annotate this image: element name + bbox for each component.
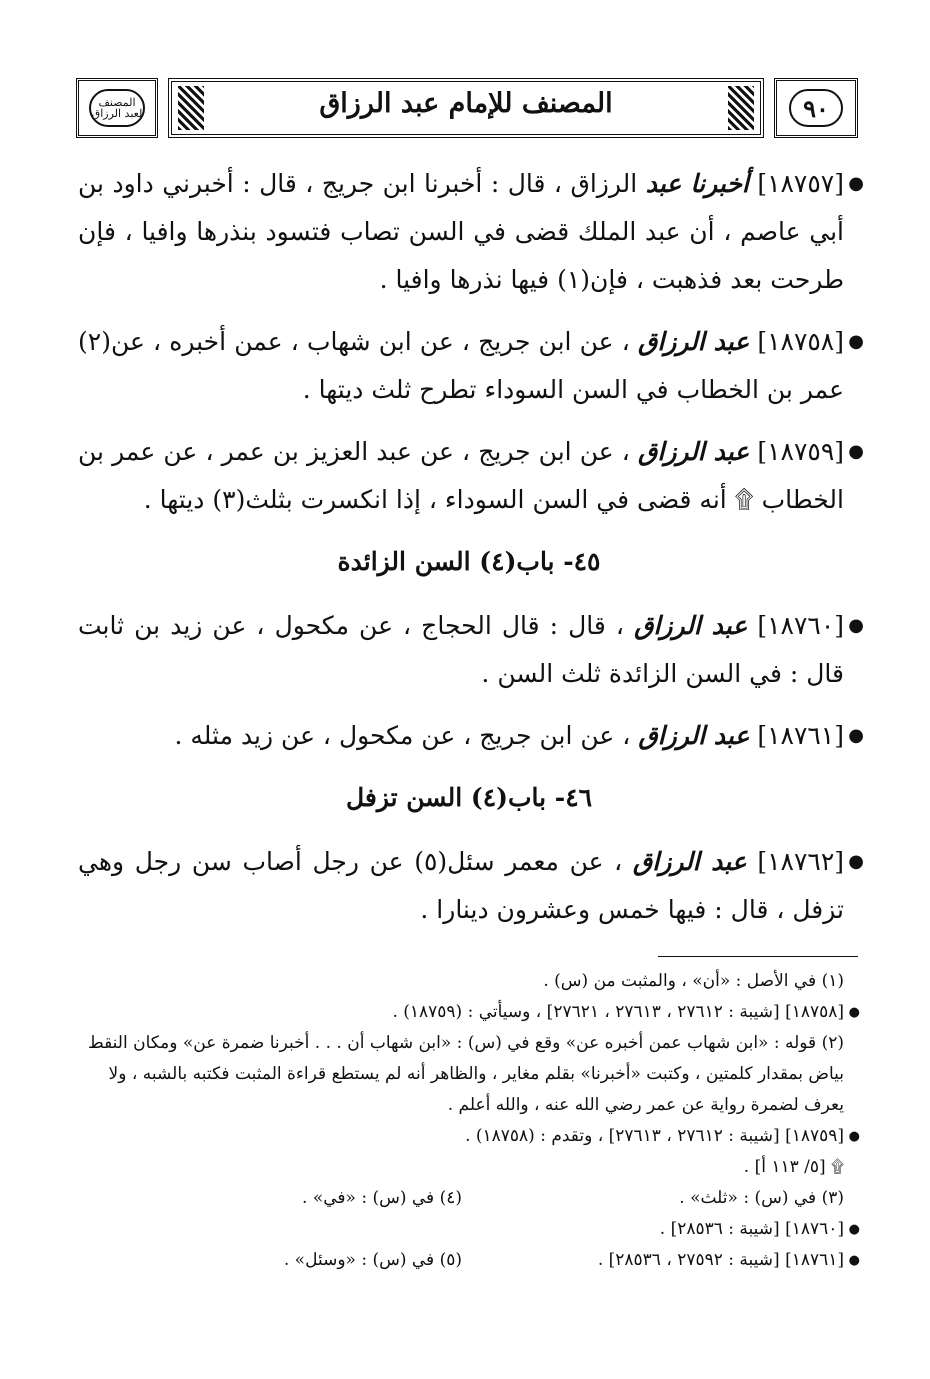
hadith-entry (78, 160, 864, 304)
entry-text: ، قال : قال الحجاج ، عن مكحول ، عن زيد بن ثابت قال : في السن الزائدة ثلث السن . (78, 611, 844, 688)
entry-number: [١٨٧٥٧] (757, 169, 844, 198)
footnote-reference (80, 1214, 858, 1245)
entry-number: [١٨٧٦١] (757, 721, 844, 750)
bullet-icon: ● (848, 1129, 860, 1144)
hadith-entry (78, 318, 864, 414)
footnote-reference (80, 1121, 858, 1152)
entry-text: ، عن ابن جريج ، عن ابن شهاب ، عمن أخبره ، عن(٢) عمر بن الخطاب في السن السوداء تطرح ثلث ديتها . (78, 327, 844, 404)
folio-note: ۩ [٥/ ١١٣ أ] . (743, 1157, 844, 1177)
footnote: (٣) في (س) : «ثلث» . (679, 1188, 844, 1208)
page-header (76, 78, 858, 140)
page-number-box (774, 78, 858, 138)
book-seal-logo: المصنف لعبد الرزاق (89, 89, 145, 127)
reference-text: [١٨٧٦٠] [شيبة : ٢٨٥٣٦] . (659, 1219, 844, 1239)
running-title: المصنف للإمام عبد الرزاق (319, 88, 613, 119)
entry-source: أخبرنا عبد (645, 169, 749, 198)
footnote: (١) في الأصل : «أن» ، والمثبت من (س) . (543, 971, 844, 991)
hadith-entry (78, 428, 864, 524)
main-text (78, 160, 864, 948)
ornament-right (728, 86, 754, 130)
entry-text: ، عن ابن جريج ، عن عبد العزيز بن عمر ، عن عمر بن الخطاب ۩ أنه قضى في السن السوداء ، إذا انكسرت بثلث(٣) ديتها . (78, 437, 844, 514)
entry-text: الرزاق ، قال : أخبرنا ابن جريج ، قال : أخبرني داود بن أبي عاصم ، أن عبد الملك قضى في السن تصاب فتسود بنذرها وافيا ، فإن طرحت بعد فذهبت ، فإن(١) فيها نذرها وافيا . (78, 169, 844, 294)
hadith-entry (78, 602, 864, 698)
entry-number: [١٨٧٦٢] (757, 847, 845, 876)
footnote: (٥) في (س) : «وسئل» . (283, 1250, 462, 1270)
entry-source: عبد الرزاق (634, 611, 748, 640)
ornament-left (178, 86, 204, 130)
chapter-heading: ٤٥- باب(٤) السن الزائدة (337, 547, 601, 576)
entry-source: عبد الرزاق (637, 437, 750, 466)
hadith-entry (78, 838, 864, 934)
bullet-icon: ● (848, 1253, 860, 1268)
bullet-icon: ● (848, 1222, 860, 1237)
footnotes (80, 966, 858, 1276)
footnote-divider (658, 956, 858, 957)
footnote: (٢) قوله : «ابن شهاب عمن أخبره عن» وقع في (س) : «ابن شهاب أن . . . أخبرنا ضمرة عن» ومكان النقط بياض بمقدار كلمتين ، وكتبت «أخبرنا» بقلم مغاير ، والظاهر أنه لم يستطع قراءة المثبت فكتبه بالشبه ، ولا يعرف لضمرة رواية عن عمر رضي الله عنه ، والله أعلم . (87, 1033, 844, 1115)
bullet-icon: ● (848, 1005, 860, 1020)
footnote-reference (462, 1245, 860, 1276)
page-number: ٩٠ (789, 89, 843, 127)
footnote-reference (80, 997, 858, 1028)
bullet-icon: ● (848, 331, 864, 352)
entry-number: [١٨٧٦٠] (757, 611, 845, 640)
reference-text: [١٨٧٦١] [شيبة : ٢٧٥٩٢ ، ٢٨٥٣٦] . (597, 1250, 844, 1270)
bullet-icon: ● (848, 851, 864, 872)
bullet-icon: ● (848, 173, 864, 194)
entry-text: ، عن معمر سئل(٥) عن رجل أصاب سن رجل وهي تزفل ، قال : فيها خمس وعشرون دينارا . (78, 847, 844, 924)
reference-text: [١٨٧٥٩] [شيبة : ٢٧٦١٢ ، ٢٧٦١٣] ، وتقدم : (١٨٧٥٨) . (465, 1126, 844, 1146)
entry-number: [١٨٧٥٩] (757, 437, 845, 466)
footnote: (٤) في (س) : «في» . (302, 1188, 462, 1208)
entry-source: عبد الرزاق (632, 847, 747, 876)
footnote-row (80, 1245, 858, 1276)
footnote-row (80, 1183, 858, 1214)
hadith-entry (78, 712, 864, 760)
title-box (168, 78, 764, 138)
bullet-icon: ● (848, 441, 864, 462)
bullet-icon: ● (848, 725, 864, 746)
entry-source: عبد الرزاق (638, 721, 750, 750)
chapter-heading: ٤٦- باب(٤) السن تزفل (345, 783, 593, 812)
entry-source: عبد الرزاق (637, 327, 750, 356)
bullet-icon: ● (848, 615, 864, 636)
entry-text: ، عن ابن جريج ، عن مكحول ، عن زيد مثله . (174, 721, 631, 750)
seal-box (76, 78, 158, 138)
entry-number: [١٨٧٥٨] (757, 327, 844, 356)
reference-text: [١٨٧٥٨] [شيبة : ٢٧٦١٢ ، ٢٧٦١٣ ، ٢٧٦٢١] ، وسيأتي : (١٨٧٥٩) . (392, 1002, 844, 1022)
